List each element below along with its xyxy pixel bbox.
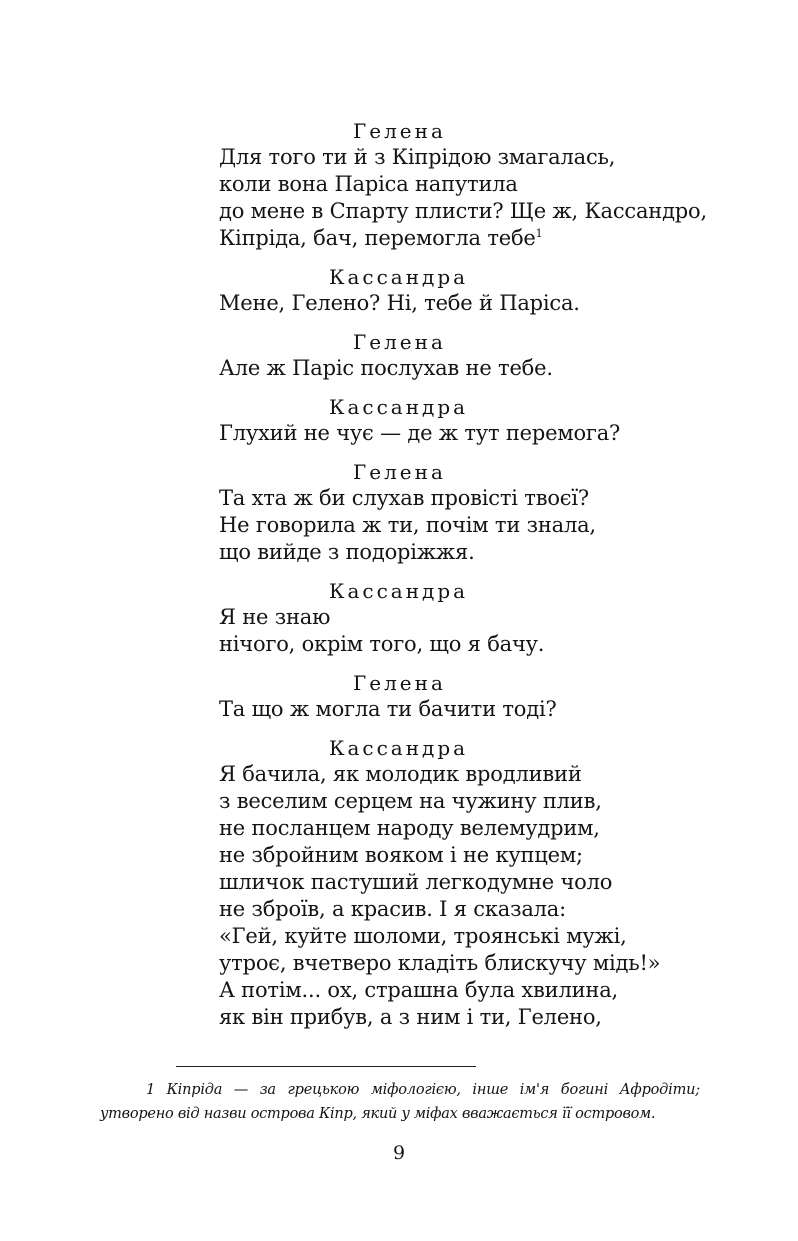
speech-block bbox=[219, 118, 739, 252]
speech-block bbox=[219, 735, 739, 1031]
verse-line: коли вона Паріса напутила bbox=[219, 172, 518, 196]
speech-block bbox=[219, 578, 739, 658]
footnote-line: утворено від назви острова Кіпр, який у міфах вважається її островом. bbox=[100, 1106, 656, 1122]
speaker-name: Кассандра bbox=[329, 579, 469, 603]
verse-line: не посланцем народу велемудрим, bbox=[219, 816, 600, 840]
speech-block bbox=[219, 459, 739, 566]
verse-line: нічого, окрім того, що я бачу. bbox=[219, 632, 545, 656]
verse-line: А потім... ох, страшна була хвилина, bbox=[219, 978, 619, 1002]
speaker-name: Кассандра bbox=[329, 265, 469, 289]
speaker-name: Гелена bbox=[353, 460, 446, 484]
verse-line: Я не знаю bbox=[219, 605, 331, 629]
speech-block bbox=[219, 264, 739, 317]
verse-line: Та що ж могла ти бачити тоді? bbox=[219, 697, 557, 721]
footnote-line: 1 Кіпріда — за грецькою міфологією, інше ім'я богині Афродіти; bbox=[146, 1082, 700, 1098]
speaker-name: Гелена bbox=[353, 330, 446, 354]
verse-line: Мене, Гелено? Ні, тебе й Паріса. bbox=[219, 291, 580, 315]
footnote bbox=[100, 1078, 700, 1126]
verse-line: не збройним вояком і не купцем; bbox=[219, 843, 583, 867]
verse-line: утроє, вчетверо кладіть блискучу мідь!» bbox=[219, 951, 661, 975]
speaker-name: Кассандра bbox=[329, 395, 469, 419]
verse-line: шличок пастуший легкодумне чоло bbox=[219, 870, 613, 894]
footnote-marker: 1 bbox=[535, 227, 543, 240]
speech-block bbox=[219, 329, 739, 382]
verse-line: що вийде з подоріжжя. bbox=[219, 540, 475, 564]
verse-line: не зброїв, а красив. І я сказала: bbox=[219, 897, 566, 921]
verse-line: Глухий не чує — де ж тут перемога? bbox=[219, 421, 621, 445]
verse-line: Я бачила, як молодик вродливий bbox=[219, 762, 582, 786]
footnote-divider bbox=[176, 1066, 476, 1067]
page-number: 9 bbox=[392, 1142, 406, 1164]
speaker-name: Гелена bbox=[353, 119, 446, 143]
verse-line-text: Кіпріда, бач, перемогла тебе bbox=[219, 226, 536, 250]
verse-line: як він прибув, а з ним і ти, Гелено, bbox=[219, 1005, 602, 1029]
verse-line bbox=[219, 225, 739, 252]
verse-line: Та хта ж би слухав провісті твоєї? bbox=[219, 486, 589, 510]
verse-line: до мене в Спарту плисти? Ще ж, Кассандро, bbox=[219, 199, 707, 223]
verse-line: Але ж Паріс послухав не тебе. bbox=[219, 356, 553, 380]
verse-line: з веселим серцем на чужину плив, bbox=[219, 789, 602, 813]
speech-block bbox=[219, 670, 739, 723]
speaker-name: Гелена bbox=[353, 671, 446, 695]
verse-line: «Гей, куйте шоломи, троянські мужі, bbox=[219, 924, 627, 948]
play-text bbox=[219, 118, 739, 1043]
speech-block bbox=[219, 394, 739, 447]
verse-line: Для того ти й з Кіпрідою змагалась, bbox=[219, 145, 616, 169]
verse-line: Не говорила ж ти, почім ти знала, bbox=[219, 513, 596, 537]
speaker-name: Кассандра bbox=[329, 736, 469, 760]
